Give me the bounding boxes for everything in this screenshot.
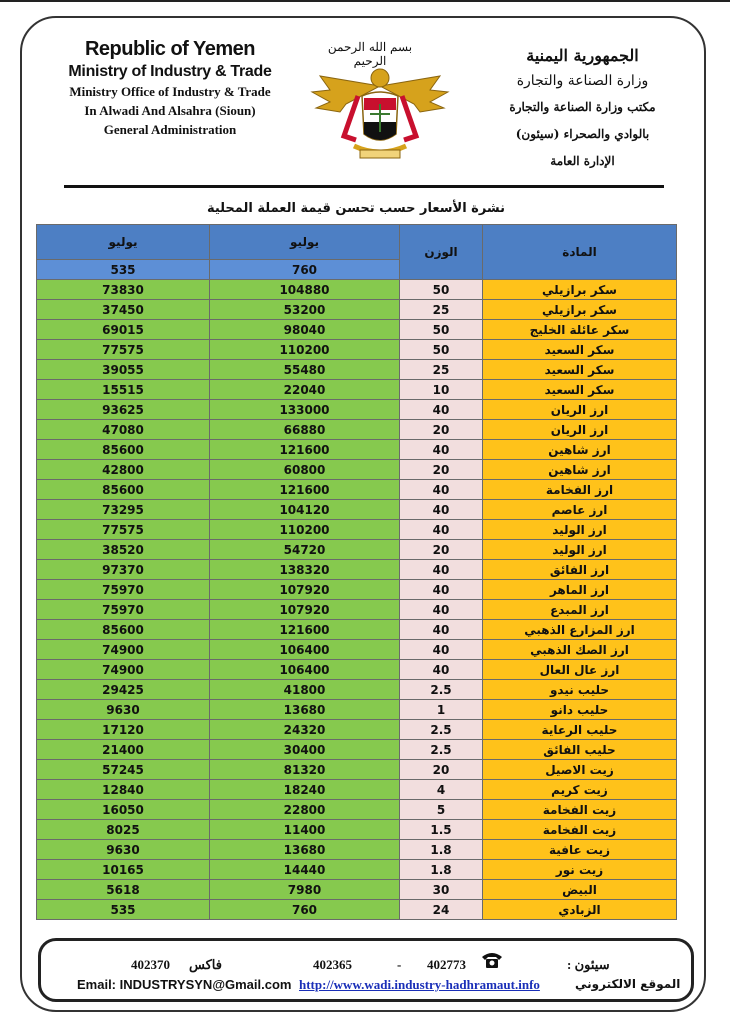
country-name-en: Republic of Yemen	[84, 38, 256, 60]
item-cell: زيت نور	[483, 860, 677, 880]
price-a-cell: 138320	[210, 560, 400, 580]
table-row	[37, 900, 677, 920]
weight-cell: 4	[400, 780, 483, 800]
item-cell: الزبادي	[483, 900, 677, 920]
price-a-cell: 41800	[210, 680, 400, 700]
item-cell: ارز الريان	[483, 420, 677, 440]
weight-cell: 40	[400, 400, 483, 420]
table-row	[37, 760, 677, 780]
english-header	[40, 38, 300, 138]
price-b-cell: 9630	[37, 840, 210, 860]
table-row	[37, 820, 677, 840]
item-cell: زيت الاصيل	[483, 760, 677, 780]
weight-cell: 40	[400, 660, 483, 680]
weight-cell: 1.8	[400, 840, 483, 860]
item-cell: حليب الفائق	[483, 740, 677, 760]
price-a-cell: 760	[210, 900, 400, 920]
item-cell: حليب الرعاية	[483, 720, 677, 740]
item-cell: سكر السعيد	[483, 340, 677, 360]
table-row	[37, 740, 677, 760]
price-b-cell: 69015	[37, 320, 210, 340]
phone-number-2: 402365	[313, 957, 352, 972]
item-cell: ارز شاهين	[483, 460, 677, 480]
weight-cell: 40	[400, 640, 483, 660]
price-a-cell: 66880	[210, 420, 400, 440]
price-a-cell: 30400	[210, 740, 400, 760]
price-a-cell: 7980	[210, 880, 400, 900]
weight-cell: 40	[400, 620, 483, 640]
price-b-cell: 535	[37, 900, 210, 920]
item-cell: حليب نيدو	[483, 680, 677, 700]
price-a-cell: 121600	[210, 440, 400, 460]
price-b-cell: 38520	[37, 540, 210, 560]
weight-cell: 40	[400, 440, 483, 460]
ministry-name-en: Ministry of Industry & Trade	[68, 63, 272, 80]
weight-cell: 50	[400, 280, 483, 300]
seiyun-label: سيئون :	[567, 957, 610, 972]
price-a-cell: 22040	[210, 380, 400, 400]
weight-cell: 40	[400, 560, 483, 580]
price-a-cell: 133000	[210, 400, 400, 420]
weight-cell: 2.5	[400, 740, 483, 760]
price-b-cell: 73295	[37, 500, 210, 520]
price-a-cell: 11400	[210, 820, 400, 840]
price-a-cell: 121600	[210, 620, 400, 640]
price-a-cell: 106400	[210, 640, 400, 660]
price-b-cell: 21400	[37, 740, 210, 760]
table-row	[37, 880, 677, 900]
weight-cell: 40	[400, 520, 483, 540]
item-cell: زيت كريم	[483, 780, 677, 800]
weight-cell: 50	[400, 340, 483, 360]
table-row	[37, 480, 677, 500]
phone-separator: -	[397, 957, 402, 972]
item-cell: ارز الفائق	[483, 560, 677, 580]
price-b-cell: 47080	[37, 420, 210, 440]
table-row	[37, 460, 677, 480]
price-b-cell: 77575	[37, 520, 210, 540]
item-cell: حليب دانو	[483, 700, 677, 720]
item-cell: ارز الفخامة	[483, 480, 677, 500]
item-cell: سكر عائلة الخليج	[483, 320, 677, 340]
table-row	[37, 600, 677, 620]
office-name-en: Ministry Office of Industry & Trade	[69, 84, 271, 99]
price-a-cell: 106400	[210, 660, 400, 680]
weight-cell: 40	[400, 500, 483, 520]
table-row	[37, 500, 677, 520]
price-b-cell: 73830	[37, 280, 210, 300]
weight-cell: 1.5	[400, 820, 483, 840]
country-name-ar: الجمهورية اليمنية	[526, 46, 639, 65]
price-b-cell: 97370	[37, 560, 210, 580]
office-location-en: In Alwadi And Alsahra (Sioun)	[84, 103, 256, 118]
price-b-cell: 77575	[37, 340, 210, 360]
item-cell: زيت الفخامة	[483, 800, 677, 820]
price-table	[36, 224, 677, 920]
price-a-cell: 22800	[210, 800, 400, 820]
item-cell: ارز المزارع الذهبي	[483, 620, 677, 640]
table-row	[37, 400, 677, 420]
price-a-cell: 13680	[210, 700, 400, 720]
phone-number-1: 402773	[427, 957, 466, 972]
table-row	[37, 700, 677, 720]
price-b-cell: 37450	[37, 300, 210, 320]
price-b-cell: 9630	[37, 700, 210, 720]
basmala: بسم الله الرحمن الرحيم	[327, 40, 413, 68]
item-cell: سكر السعيد	[483, 380, 677, 400]
contact-footer	[38, 938, 694, 1002]
price-b-cell: 75970	[37, 600, 210, 620]
price-a-cell: 55480	[210, 360, 400, 380]
top-divider	[0, 0, 730, 2]
eagle-emblem-icon	[300, 56, 460, 166]
price-a-cell: 18240	[210, 780, 400, 800]
telephone-icon	[481, 951, 503, 969]
table-row	[37, 360, 677, 380]
column-header-item: المادة	[483, 225, 677, 280]
administration-ar: الإدارة العامة	[550, 154, 615, 168]
price-a-cell: 107920	[210, 580, 400, 600]
table-row	[37, 780, 677, 800]
weight-cell: 20	[400, 540, 483, 560]
price-b-cell: 42800	[37, 460, 210, 480]
ministry-name-ar: وزارة الصناعة والتجارة	[516, 73, 649, 89]
price-b-cell: 85600	[37, 480, 210, 500]
office-name-ar: مكتب وزارة الصناعة والتجارة	[509, 100, 656, 114]
price-b-cell: 15515	[37, 380, 210, 400]
weight-cell: 20	[400, 460, 483, 480]
weight-cell: 40	[400, 480, 483, 500]
weight-cell: 2.5	[400, 680, 483, 700]
weight-cell: 2.5	[400, 720, 483, 740]
price-a-cell: 121600	[210, 480, 400, 500]
weight-cell: 25	[400, 300, 483, 320]
price-b-cell: 17120	[37, 720, 210, 740]
weight-cell: 30	[400, 880, 483, 900]
table-row	[37, 440, 677, 460]
item-cell: ارز عال العال	[483, 660, 677, 680]
price-b-cell: 16050	[37, 800, 210, 820]
table-row	[37, 800, 677, 820]
price-b-cell: 10165	[37, 860, 210, 880]
item-cell: ارز الوليد	[483, 540, 677, 560]
weight-cell: 1	[400, 700, 483, 720]
table-row	[37, 840, 677, 860]
table-row	[37, 720, 677, 740]
item-cell: ارز الريان	[483, 400, 677, 420]
email-address[interactable]: Email: INDUSTRYSYN@Gmail.com	[77, 977, 292, 992]
table-row	[37, 680, 677, 700]
table-row	[37, 860, 677, 880]
weight-cell: 10	[400, 380, 483, 400]
price-b-cell: 85600	[37, 620, 210, 640]
price-a-cell: 60800	[210, 460, 400, 480]
weight-cell: 1.8	[400, 860, 483, 880]
price-a-cell: 14440	[210, 860, 400, 880]
bulletin-title: نشرة الأسعار حسب تحسن قيمة العملة المحلية	[206, 201, 506, 216]
item-cell: زيت الفخامة	[483, 820, 677, 840]
weight-cell: 20	[400, 420, 483, 440]
header-rule	[64, 185, 664, 188]
price-b-cell: 93625	[37, 400, 210, 420]
table-row	[37, 320, 677, 340]
fax-number: 402370	[131, 957, 170, 972]
price-a-cell: 110200	[210, 340, 400, 360]
table-row	[37, 380, 677, 400]
item-cell: البيض	[483, 880, 677, 900]
price-a-cell: 104120	[210, 500, 400, 520]
price-b-cell: 57245	[37, 760, 210, 780]
table-row	[37, 340, 677, 360]
price-a-cell: 104880	[210, 280, 400, 300]
website-link[interactable]: http://www.wadi.industry-hadhramaut.info	[299, 977, 540, 992]
price-b-cell: 85600	[37, 440, 210, 460]
price-b-cell: 12840	[37, 780, 210, 800]
price-a-cell: 107920	[210, 600, 400, 620]
item-cell: ارز الصك الذهبي	[483, 640, 677, 660]
column-header-weight: الوزن	[400, 225, 483, 280]
table-row	[37, 640, 677, 660]
price-a-cell: 24320	[210, 720, 400, 740]
item-cell: زيت عافية	[483, 840, 677, 860]
item-cell: ارز المبدع	[483, 600, 677, 620]
table-row	[37, 280, 677, 300]
table-row	[37, 520, 677, 540]
price-b-cell: 39055	[37, 360, 210, 380]
item-cell: ارز الماهر	[483, 580, 677, 600]
price-b-cell: 5618	[37, 880, 210, 900]
price-b-cell: 74900	[37, 640, 210, 660]
weight-cell: 50	[400, 320, 483, 340]
website-label: الموقع الالكتروني	[575, 977, 681, 991]
column-header-month-b: يوليو	[37, 225, 210, 260]
price-a-cell: 13680	[210, 840, 400, 860]
item-cell: سكر برازيلي	[483, 280, 677, 300]
item-cell: سكر برازيلي	[483, 300, 677, 320]
weight-cell: 5	[400, 800, 483, 820]
price-b-cell: 29425	[37, 680, 210, 700]
fax-label: فاكس	[189, 957, 222, 972]
exchange-rate-b: 535	[37, 260, 210, 280]
weight-cell: 40	[400, 600, 483, 620]
column-header-month-a: يوليو	[210, 225, 400, 260]
administration-en: General Administration	[103, 122, 237, 137]
table-row	[37, 300, 677, 320]
table-row	[37, 660, 677, 680]
weight-cell: 24	[400, 900, 483, 920]
table-row	[37, 580, 677, 600]
item-cell: ارز شاهين	[483, 440, 677, 460]
weight-cell: 40	[400, 580, 483, 600]
price-b-cell: 75970	[37, 580, 210, 600]
item-cell: ارز عاصم	[483, 500, 677, 520]
arabic-header	[480, 46, 685, 170]
table-row	[37, 540, 677, 560]
price-a-cell: 81320	[210, 760, 400, 780]
price-a-cell: 53200	[210, 300, 400, 320]
table-row	[37, 620, 677, 640]
weight-cell: 20	[400, 760, 483, 780]
office-location-ar: بالوادي والصحراء (سيئون)	[515, 127, 650, 141]
price-a-cell: 98040	[210, 320, 400, 340]
price-a-cell: 110200	[210, 520, 400, 540]
item-cell: ارز الوليد	[483, 520, 677, 540]
item-cell: سكر السعيد	[483, 360, 677, 380]
table-row	[37, 420, 677, 440]
exchange-rate-a: 760	[210, 260, 400, 280]
price-b-cell: 74900	[37, 660, 210, 680]
price-b-cell: 8025	[37, 820, 210, 840]
table-row	[37, 560, 677, 580]
weight-cell: 25	[400, 360, 483, 380]
price-a-cell: 54720	[210, 540, 400, 560]
